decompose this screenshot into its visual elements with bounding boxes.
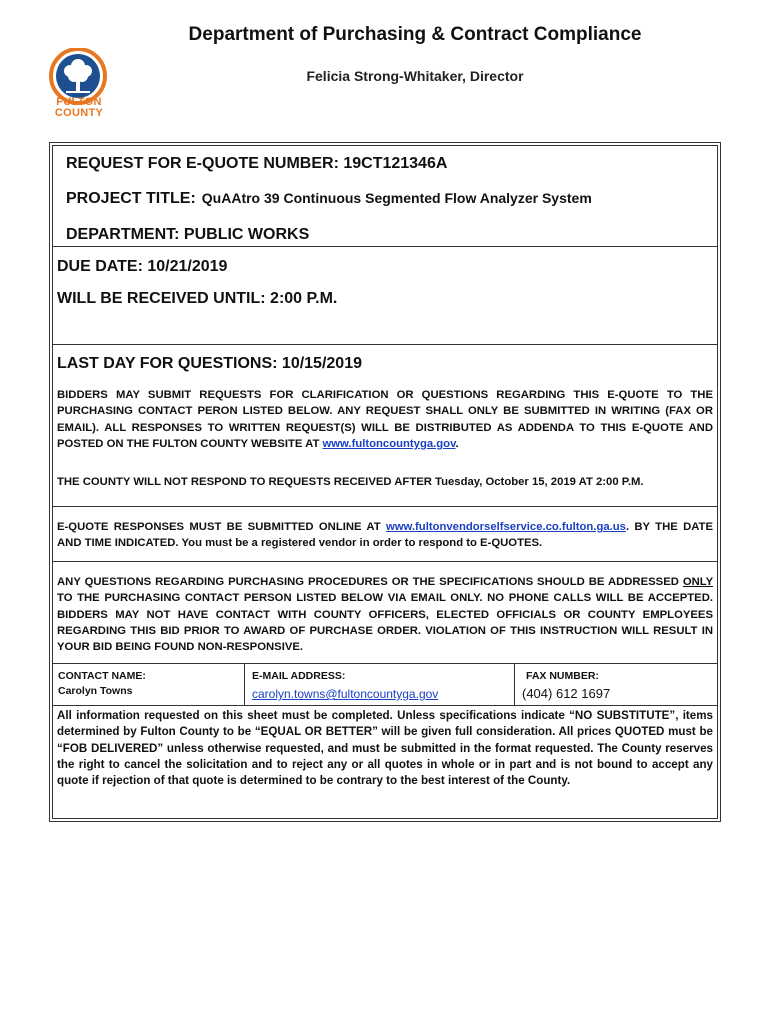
divider-after-contact-notice [52, 663, 718, 664]
contact-notice-start: ANY QUESTIONS REGARDING PURCHASING PROCEDURES OR THE SPECIFICATIONS SHOULD BE ADDRESSED [57, 576, 683, 588]
due-date: DUE DATE: 10/21/2019 [57, 258, 228, 275]
questions-text: BIDDERS MAY SUBMIT REQUESTS FOR CLARIFICATION OR QUESTIONS REGARDING THIS E-QUOTE TO THE PURCHASING CONTACT PERON LISTED BELOW. ANY REQUEST SHALL ONLY BE SUBMITTED IN WRITING (FAX OR EMAIL). ALL RESPONSES TO WRITTEN REQUEST(S) WILL BE DISTRIBUTED AS ADDENDA TO THIS E-QUOTE AND POSTED ON THE FULTON COUNTY WEBSITE AT [57, 389, 713, 450]
department-line: DEPARTMENT: PUBLIC WORKS [66, 226, 310, 243]
no-response-notice: THE COUNTY WILL NOT RESPOND TO REQUESTS RECEIVED AFTER Tuesday, October 15, 2019 AT 2:00 P.M. [57, 476, 644, 488]
divider-after-department [52, 246, 718, 247]
received-until: WILL BE RECEIVED UNTIL: 2:00 P.M. [57, 290, 338, 307]
contact-name-value: Carolyn Towns [58, 685, 133, 697]
project-title-row [66, 190, 592, 208]
logo-text-line1: FULTON [56, 96, 102, 108]
responses-text-start: E-QUOTE RESPONSES MUST BE SUBMITTED ONLINE AT [57, 521, 386, 533]
contact-notice-end: TO THE PURCHASING CONTACT PERSON LISTED BELOW VIA EMAIL ONLY. NO PHONE CALLS WILL BE ACCEPTED. BIDDERS MAY NOT HAVE CONTACT WITH COUNTY OFFICERS, ELECTED OFFICIALS OR COUNTY EMPLOYEES REGARDING THIS BID PRIOR TO AWARD OF PURCHASE ORDER. VIOLATION OF THIS INSTRUCTION WILL RESULT IN YOUR BID BEING FOUND NON-RESPONSIVE. [57, 592, 713, 654]
last-day-for-questions: LAST DAY FOR QUESTIONS: 10/15/2019 [57, 355, 362, 372]
page-title: Department of Purchasing & Contract Compliance [188, 24, 642, 45]
email-link[interactable]: carolyn.towns@fultoncountyga.gov [252, 687, 439, 701]
project-title-label: PROJECT TITLE: [66, 190, 196, 207]
responses-text-end: . BY THE DATE AND TIME INDICATED. You must be a registered vendor in order to respond to E-QUOTES. [57, 521, 713, 550]
contact-notice-paragraph [57, 574, 713, 655]
divider-after-due-date [52, 344, 718, 345]
questions-end: . [455, 437, 459, 450]
logo-text [46, 97, 112, 119]
responses-paragraph [57, 519, 713, 552]
divider-after-questions [52, 506, 718, 507]
logo-text-line2: COUNTY [54, 107, 104, 119]
e-quote-number: REQUEST FOR E-QUOTE NUMBER: 19CT121346A [66, 155, 448, 172]
requirements-paragraph: All information requested on this sheet must be completed. Unless specifications indicate “NO SUBSTITUTE”, items determined by Fulton County to be “EQUAL OR BETTER” will be given full consideration. All prices QUOTED must be “FOB DELIVERED” unless otherwise requested, and must be submitted in the format requested. The County reserves the right to cancel the solicitation and to reject any or all quotes in whole or in part and is not bound to accept any quote if rejection of that quote is determined to be contrary to the best interest of the County. [57, 709, 713, 788]
project-title-value: QuAAtro 39 Continuous Segmented Flow Analyzer System [201, 190, 592, 206]
fax-value: (404) 612 1697 [522, 686, 611, 701]
contact-name-label: CONTACT NAME: [58, 670, 146, 682]
vendor-self-service-link[interactable]: www.fultonvendorselfservice.co.fulton.ga.us [385, 521, 626, 533]
fax-label: FAX NUMBER: [526, 670, 599, 682]
contact-col-divider-2 [514, 663, 515, 705]
questions-paragraph [57, 387, 713, 452]
divider-after-contact-row [52, 705, 718, 706]
only-emphasis: ONLY [682, 576, 713, 588]
county-website-link[interactable]: www.fultoncountyga.gov [322, 437, 456, 450]
email-label: E-MAIL ADDRESS: [252, 670, 346, 682]
divider-after-responses [52, 561, 718, 562]
contact-col-divider-1 [244, 663, 245, 705]
director-name: Felicia Strong-Whitaker, Director [306, 68, 524, 84]
